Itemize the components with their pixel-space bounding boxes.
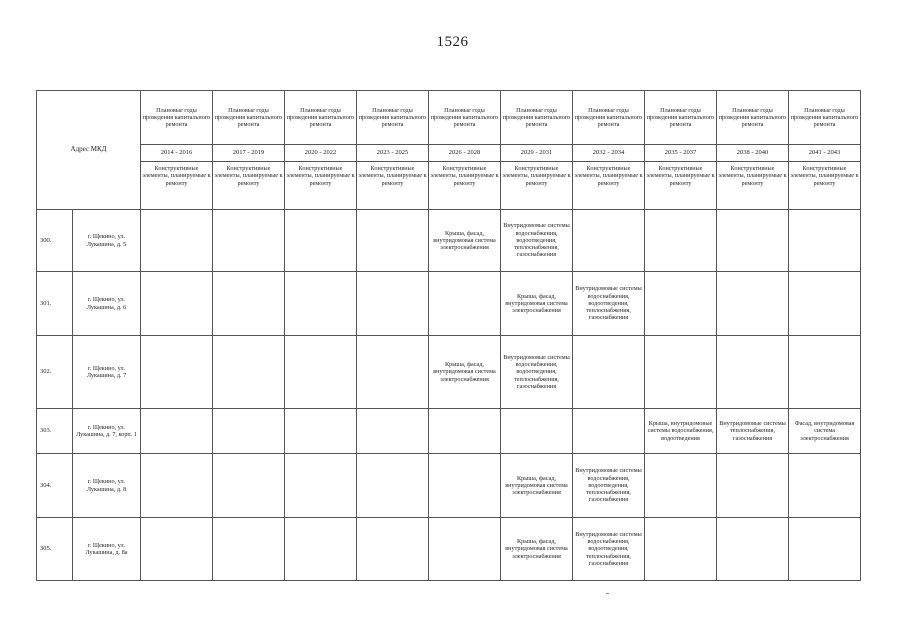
- period-cell: 2029 - 2031: [501, 145, 573, 162]
- repair-cell: Крыша, фасад, внутридомовая система электроснабжения: [501, 454, 573, 518]
- repair-cell: Крыша, фасад, внутридомовая система электроснабжения: [501, 518, 573, 581]
- repair-cell: [213, 336, 285, 409]
- repair-cell: [357, 336, 429, 409]
- address-header-cell: Адрес МКД: [37, 91, 141, 210]
- repair-cell: [285, 210, 357, 272]
- page-number: 1526: [436, 34, 469, 50]
- planned-years-label: Плановые годы проведения капитального ремонта: [141, 91, 213, 145]
- elements-label: Конструктивные элементы, планируемые к ремонту: [213, 162, 285, 210]
- table-row: [37, 210, 861, 272]
- repair-cell: Внутридомовые системы водоснабжения, водоотведения, теплоснабжения, газоснабжения: [501, 210, 573, 272]
- repair-cell: [717, 210, 789, 272]
- row-number: 304.: [37, 454, 73, 518]
- repair-cell: [717, 336, 789, 409]
- row-address: г. Щекино, ул. Лукашина, д. 5: [73, 210, 141, 272]
- repair-cell: [789, 272, 861, 336]
- elements-label: Конструктивные элементы, планируемые к ремонту: [717, 162, 789, 210]
- repair-cell: [285, 409, 357, 454]
- repair-cell: Крыша, фасад, внутридомовая система электроснабжения: [429, 336, 501, 409]
- repair-cell: [285, 336, 357, 409]
- repair-cell: [717, 454, 789, 518]
- repair-cell: [717, 518, 789, 581]
- header-row-periods: [37, 145, 861, 162]
- repair-cell: Фасад, внутридомовая система электроснабжения: [789, 409, 861, 454]
- header-row-planned: [37, 91, 861, 145]
- repair-cell: [501, 409, 573, 454]
- repair-cell: [141, 518, 213, 581]
- row-number: 302.: [37, 336, 73, 409]
- repair-cell: [141, 272, 213, 336]
- repair-cell: [285, 272, 357, 336]
- repair-cell: [645, 272, 717, 336]
- row-number: 305.: [37, 518, 73, 581]
- row-address: г. Щекино, ул. Лукашина, д. 6: [73, 272, 141, 336]
- row-address: г. Щекино, ул. Лукашина, д. 8а: [73, 518, 141, 581]
- repair-cell: [357, 518, 429, 581]
- table-row: [37, 409, 861, 454]
- repair-cell: [357, 454, 429, 518]
- table-row: [37, 272, 861, 336]
- repair-cell: [213, 409, 285, 454]
- repair-cell: Крыша, фасад, внутридомовая система электроснабжения: [429, 210, 501, 272]
- repair-cell: [357, 210, 429, 272]
- repair-cell: [285, 454, 357, 518]
- period-cell: 2017 - 2019: [213, 145, 285, 162]
- period-cell: 2026 - 2028: [429, 145, 501, 162]
- period-cell: 2035 - 2037: [645, 145, 717, 162]
- elements-label: Конструктивные элементы, планируемые к ремонту: [645, 162, 717, 210]
- repair-cell: [645, 454, 717, 518]
- repair-cell: Крыша, фасад, внутридомовая система электроснабжения: [501, 272, 573, 336]
- elements-label: Конструктивные элементы, планируемые к ремонту: [429, 162, 501, 210]
- repair-cell: [285, 518, 357, 581]
- period-cell: 2020 - 2022: [285, 145, 357, 162]
- period-cell: 2014 - 2016: [141, 145, 213, 162]
- header-row-elements: [37, 162, 861, 210]
- period-cell: 2032 - 2034: [573, 145, 645, 162]
- period-cell: 2023 - 2025: [357, 145, 429, 162]
- row-number: 301.: [37, 272, 73, 336]
- table-row: [37, 518, 861, 581]
- period-cell: 2041 - 2043: [789, 145, 861, 162]
- planned-years-label: Плановые годы проведения капитального ремонта: [573, 91, 645, 145]
- repair-cell: Внутридомовые системы теплоснабжения, газоснабжения: [717, 409, 789, 454]
- repair-cell: [141, 336, 213, 409]
- elements-label: Конструктивные элементы, планируемые к ремонту: [285, 162, 357, 210]
- repair-cell: [717, 272, 789, 336]
- repair-cell: [141, 409, 213, 454]
- repair-cell: [429, 518, 501, 581]
- repair-cell: [141, 454, 213, 518]
- row-address: г. Щекино, ул. Лукашина, д. 7: [73, 336, 141, 409]
- elements-label: Конструктивные элементы, планируемые к ремонту: [789, 162, 861, 210]
- planned-years-label: Плановые годы проведения капитального ремонта: [429, 91, 501, 145]
- elements-label: Конструктивные элементы, планируемые к ремонту: [501, 162, 573, 210]
- planned-years-label: Плановые годы проведения капитального ремонта: [717, 91, 789, 145]
- repair-cell: [357, 409, 429, 454]
- planned-years-label: Плановые годы проведения капитального ремонта: [357, 91, 429, 145]
- repair-cell: [429, 409, 501, 454]
- repair-cell: [573, 210, 645, 272]
- repair-cell: [789, 454, 861, 518]
- repair-cell: Внутридомовые системы водоснабжения, водоотведения, теплоснабжения, газоснабжения: [573, 272, 645, 336]
- repair-cell: [213, 518, 285, 581]
- planned-years-label: Плановые годы проведения капитального ремонта: [645, 91, 717, 145]
- repair-cell: [645, 210, 717, 272]
- repair-cell: [573, 409, 645, 454]
- elements-label: Конструктивные элементы, планируемые к ремонту: [357, 162, 429, 210]
- repair-cell: [213, 210, 285, 272]
- repair-cell: [645, 518, 717, 581]
- repair-cell: [789, 336, 861, 409]
- elements-label: Конструктивные элементы, планируемые к ремонту: [573, 162, 645, 210]
- planned-years-label: Плановые годы проведения капитального ремонта: [285, 91, 357, 145]
- planned-years-label: Плановые годы проведения капитального ремонта: [213, 91, 285, 145]
- repair-cell: [789, 210, 861, 272]
- scan-speck: [606, 593, 609, 594]
- table-row: [37, 454, 861, 518]
- repair-cell: [357, 272, 429, 336]
- repair-cell: [645, 336, 717, 409]
- repair-cell: [213, 272, 285, 336]
- planned-years-label: Плановые годы проведения капитального ремонта: [789, 91, 861, 145]
- repair-cell: Внутридомовые системы водоснабжения, водоотведения, теплоснабжения, газоснабжения: [573, 518, 645, 581]
- row-address: г. Щекино, ул. Лукашина, д. 8: [73, 454, 141, 518]
- repair-cell: Внутридомовые системы водоснабжения, водоотведения, теплоснабжения, газоснабжения: [501, 336, 573, 409]
- row-number: 300.: [37, 210, 73, 272]
- elements-label: Конструктивные элементы, планируемые к ремонту: [141, 162, 213, 210]
- repair-cell: [573, 336, 645, 409]
- repair-cell: [789, 518, 861, 581]
- period-cell: 2038 - 2040: [717, 145, 789, 162]
- repair-cell: [429, 272, 501, 336]
- repair-cell: [141, 210, 213, 272]
- repair-cell: [213, 454, 285, 518]
- repair-cell: Внутридомовые системы водоснабжения, водоотведения, теплоснабжения, газоснабжения: [573, 454, 645, 518]
- repair-cell: [429, 454, 501, 518]
- row-address: г. Щекино, ул. Лукашина, д. 7, корп. 1: [73, 409, 141, 454]
- planned-years-label: Плановые годы проведения капитального ремонта: [501, 91, 573, 145]
- table-row: [37, 336, 861, 409]
- repair-cell: Крыша, внутридомовые системы водоснабжения, водоотведения: [645, 409, 717, 454]
- row-number: 303.: [37, 409, 73, 454]
- capital-repair-table: [36, 90, 861, 581]
